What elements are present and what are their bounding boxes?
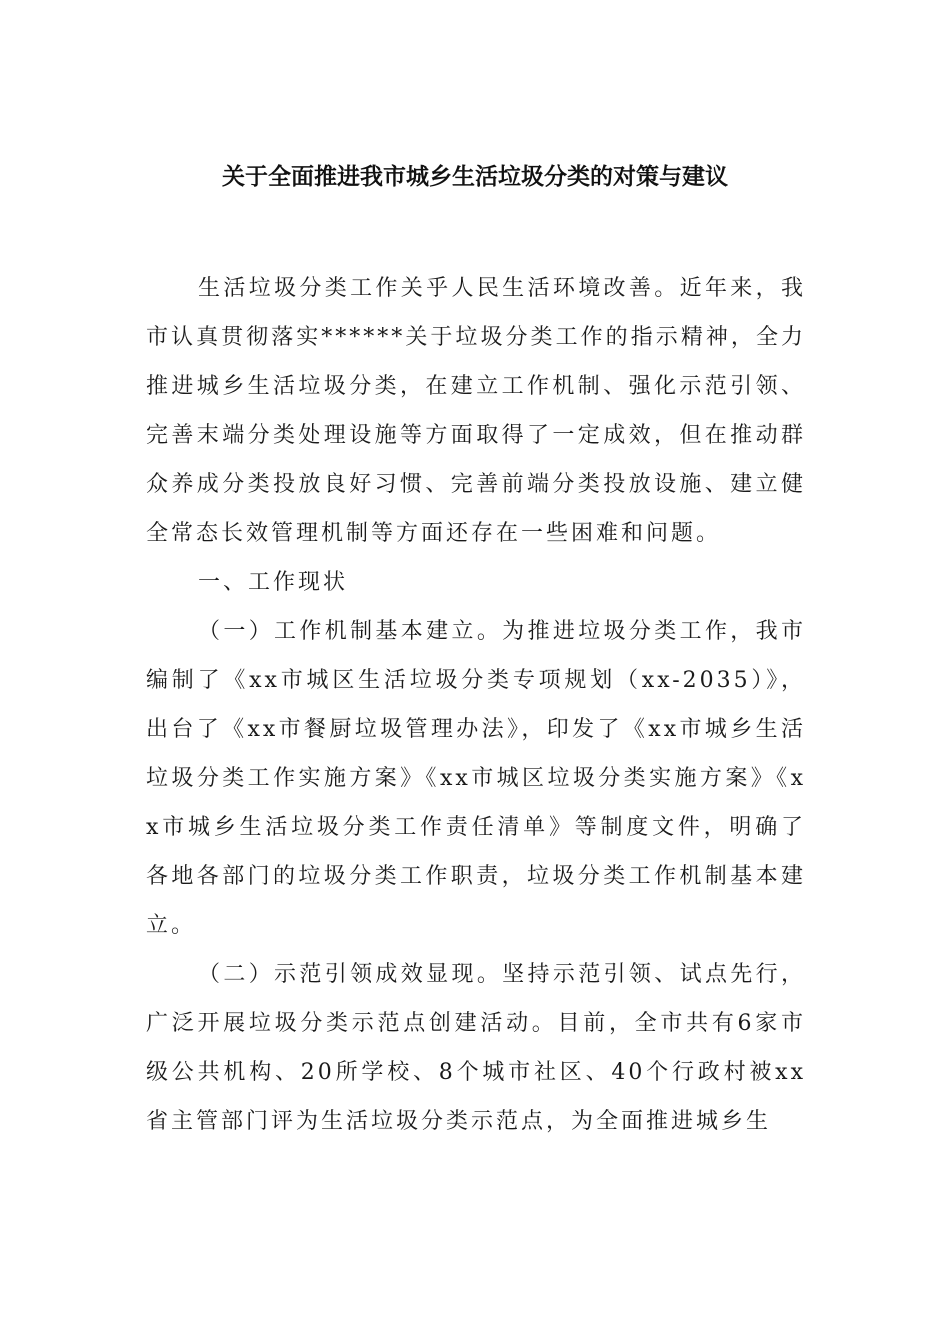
section-heading-current-status: 一、工作现状 (198, 570, 349, 595)
paragraph-work-mechanism: （一）工作机制基本建立。为推进垃圾分类工作，我市编制了《xx市城区生活垃圾分类专项规划（xx-2035）》，出台了《xx市餐厨垃圾管理办法》，印发了《xx市城乡生活垃圾分类工作实施方案》《xx市城区垃圾分类实施方案》《xx市城乡生活垃圾分类工作责任清单》等制度文件，明确了各地各部门的垃圾分类工作职责，垃圾分类工作机制基本建立。 (146, 619, 806, 938)
paragraph-intro: 生活垃圾分类工作关乎人民生活环境改善。近年来，我市认真贯彻落实******关于垃圾分类工作的指示精神，全力推进城乡生活垃圾分类，在建立工作机制、强化示范引领、完善末端分类处理设施等方面取得了一定成效，但在推动群众养成分类投放良好习惯、完善前端分类投放设施、建立健全常态长效管理机制等方面还存在一些困难和问题。 (146, 276, 806, 546)
paragraph-demonstration: （二）示范引领成效显现。坚持示范引领、试点先行，广泛开展垃圾分类示范点创建活动。目前，全市共有6家市级公共机构、20所学校、8个城市社区、40个行政村被xx省主管部门评为生活垃圾分类示范点，为全面推进城乡生 (146, 962, 806, 1134)
document-title: 关于全面推进我市城乡生活垃圾分类的对策与建议 (222, 164, 728, 190)
document-body (146, 264, 806, 1146)
